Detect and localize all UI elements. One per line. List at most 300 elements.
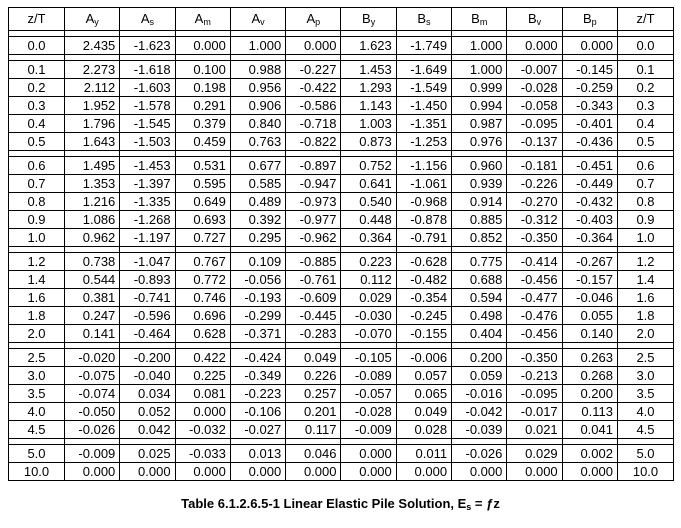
coefficient-cell: -0.017 bbox=[507, 403, 562, 421]
coefficient-cell: -0.070 bbox=[341, 325, 396, 343]
table-body bbox=[9, 31, 674, 481]
column-header-subscript: p bbox=[591, 17, 597, 27]
coefficient-cell: -0.089 bbox=[341, 367, 396, 385]
coefficient-cell: -0.193 bbox=[230, 289, 285, 307]
coefficient-cell: -0.364 bbox=[562, 229, 617, 247]
coefficient-cell: -0.245 bbox=[396, 307, 451, 325]
coefficient-cell: 0.649 bbox=[175, 193, 230, 211]
depth-ratio-cell: 0.4 bbox=[618, 115, 674, 133]
coefficient-cell: 0.994 bbox=[452, 97, 507, 115]
coefficient-cell: 0.141 bbox=[65, 325, 120, 343]
coefficient-cell: 0.364 bbox=[341, 229, 396, 247]
caption-subscript: s bbox=[466, 502, 472, 512]
depth-ratio-cell: 4.5 bbox=[9, 421, 65, 439]
depth-ratio-cell: 1.8 bbox=[9, 307, 65, 325]
coefficient-cell: -1.453 bbox=[120, 157, 175, 175]
table-row bbox=[9, 445, 674, 463]
coefficient-cell: -0.343 bbox=[562, 97, 617, 115]
coefficient-cell: -1.335 bbox=[120, 193, 175, 211]
coefficient-cell: 0.696 bbox=[175, 307, 230, 325]
coefficient-cell: -0.401 bbox=[562, 115, 617, 133]
depth-ratio-cell: 1.4 bbox=[9, 271, 65, 289]
coefficient-cell: 0.291 bbox=[175, 97, 230, 115]
table-row bbox=[9, 61, 674, 79]
table-row bbox=[9, 115, 674, 133]
coefficient-cell: -0.761 bbox=[286, 271, 341, 289]
coefficient-cell: -1.268 bbox=[120, 211, 175, 229]
coefficient-cell: 0.000 bbox=[230, 463, 285, 481]
coefficient-cell: 1.453 bbox=[341, 61, 396, 79]
coefficient-cell: 0.987 bbox=[452, 115, 507, 133]
depth-ratio-cell: 0.1 bbox=[9, 61, 65, 79]
coefficient-cell: -0.456 bbox=[507, 271, 562, 289]
coefficient-cell: 0.727 bbox=[175, 229, 230, 247]
coefficient-cell: 0.200 bbox=[452, 349, 507, 367]
coefficient-cell: 0.000 bbox=[562, 37, 617, 55]
coefficient-cell: 1.000 bbox=[230, 37, 285, 55]
table-row bbox=[9, 157, 674, 175]
coefficient-cell: -0.977 bbox=[286, 211, 341, 229]
coefficient-cell: 0.000 bbox=[341, 463, 396, 481]
coefficient-cell: -0.105 bbox=[341, 349, 396, 367]
depth-ratio-cell: 0.2 bbox=[9, 79, 65, 97]
depth-ratio-cell: 0.6 bbox=[9, 157, 65, 175]
column-header bbox=[507, 8, 562, 31]
coefficient-cell: 0.000 bbox=[175, 463, 230, 481]
column-header-subscript: y bbox=[94, 17, 99, 27]
depth-ratio-cell: 0.0 bbox=[9, 37, 65, 55]
coefficient-cell: 0.956 bbox=[230, 79, 285, 97]
column-header bbox=[618, 8, 674, 31]
coefficient-cell: -0.349 bbox=[230, 367, 285, 385]
coefficient-cell: -1.749 bbox=[396, 37, 451, 55]
coefficient-cell: -0.451 bbox=[562, 157, 617, 175]
column-header bbox=[65, 8, 120, 31]
table-row bbox=[9, 211, 674, 229]
coefficient-cell: -0.026 bbox=[65, 421, 120, 439]
coefficient-cell: 0.000 bbox=[65, 463, 120, 481]
coefficient-cell: -0.299 bbox=[230, 307, 285, 325]
coefficient-cell: -0.436 bbox=[562, 133, 617, 151]
coefficient-cell: 0.544 bbox=[65, 271, 120, 289]
coefficient-cell: 0.257 bbox=[286, 385, 341, 403]
table-row bbox=[9, 325, 674, 343]
column-header bbox=[452, 8, 507, 31]
coefficient-cell: -0.030 bbox=[341, 307, 396, 325]
column-header bbox=[286, 8, 341, 31]
coefficient-cell: -0.822 bbox=[286, 133, 341, 151]
coefficient-cell: 0.976 bbox=[452, 133, 507, 151]
depth-ratio-cell: 3.0 bbox=[9, 367, 65, 385]
coefficient-cell: 0.052 bbox=[120, 403, 175, 421]
coefficient-cell: -0.039 bbox=[452, 421, 507, 439]
coefficient-cell: -1.618 bbox=[120, 61, 175, 79]
coefficient-cell: -0.074 bbox=[65, 385, 120, 403]
coefficient-cell: -0.056 bbox=[230, 271, 285, 289]
coefficient-cell: -0.226 bbox=[507, 175, 562, 193]
coefficient-cell: -0.897 bbox=[286, 157, 341, 175]
coefficient-cell: 0.029 bbox=[507, 445, 562, 463]
coefficient-cell: 0.962 bbox=[65, 229, 120, 247]
coefficient-cell: 0.000 bbox=[341, 445, 396, 463]
coefficient-cell: -0.033 bbox=[175, 445, 230, 463]
coefficient-cell: 0.268 bbox=[562, 367, 617, 385]
column-header-label: B bbox=[362, 11, 371, 26]
depth-ratio-cell: 5.0 bbox=[618, 445, 674, 463]
coefficient-cell: 1.293 bbox=[341, 79, 396, 97]
coefficient-cell: 0.840 bbox=[230, 115, 285, 133]
coefficient-cell: -0.032 bbox=[175, 421, 230, 439]
table-row bbox=[9, 289, 674, 307]
coefficient-cell: 0.225 bbox=[175, 367, 230, 385]
depth-ratio-cell: 1.6 bbox=[9, 289, 65, 307]
coefficient-cell: 0.999 bbox=[452, 79, 507, 97]
coefficient-cell: 1.216 bbox=[65, 193, 120, 211]
coefficient-cell: 0.113 bbox=[562, 403, 617, 421]
column-header-label: A bbox=[251, 11, 261, 26]
coefficient-cell: -0.449 bbox=[562, 175, 617, 193]
depth-ratio-cell: 1.4 bbox=[618, 271, 674, 289]
table-row bbox=[9, 367, 674, 385]
coefficient-cell: 0.042 bbox=[120, 421, 175, 439]
coefficient-cell: -1.623 bbox=[120, 37, 175, 55]
coefficient-cell: -0.155 bbox=[396, 325, 451, 343]
coefficient-cell: 0.404 bbox=[452, 325, 507, 343]
pile-solution-table-container bbox=[8, 7, 674, 481]
coefficient-cell: 0.046 bbox=[286, 445, 341, 463]
column-header-subscript: s bbox=[149, 17, 155, 27]
coefficient-cell: -1.578 bbox=[120, 97, 175, 115]
coefficient-cell: 0.000 bbox=[286, 463, 341, 481]
column-header-label: A bbox=[85, 11, 95, 26]
coefficient-cell: -0.477 bbox=[507, 289, 562, 307]
depth-ratio-cell: 1.0 bbox=[9, 229, 65, 247]
coefficient-cell: 1.796 bbox=[65, 115, 120, 133]
coefficient-cell: 0.939 bbox=[452, 175, 507, 193]
coefficient-cell: -0.050 bbox=[65, 403, 120, 421]
coefficient-cell: 1.353 bbox=[65, 175, 120, 193]
coefficient-cell: 0.049 bbox=[286, 349, 341, 367]
column-header-label: B bbox=[417, 11, 427, 26]
column-header bbox=[562, 8, 617, 31]
column-header bbox=[230, 8, 285, 31]
coefficient-cell: -0.973 bbox=[286, 193, 341, 211]
coefficient-cell: 0.201 bbox=[286, 403, 341, 421]
pile-solution-table bbox=[8, 7, 674, 481]
coefficient-cell: 0.906 bbox=[230, 97, 285, 115]
coefficient-cell: -0.137 bbox=[507, 133, 562, 151]
coefficient-cell: 0.693 bbox=[175, 211, 230, 229]
coefficient-cell: -1.450 bbox=[396, 97, 451, 115]
coefficient-cell: -1.253 bbox=[396, 133, 451, 151]
coefficient-cell: 0.100 bbox=[175, 61, 230, 79]
coefficient-cell: -0.628 bbox=[396, 253, 451, 271]
coefficient-cell: -1.061 bbox=[396, 175, 451, 193]
coefficient-cell: -0.223 bbox=[230, 385, 285, 403]
coefficient-cell: 0.381 bbox=[65, 289, 120, 307]
column-header bbox=[396, 8, 451, 31]
coefficient-cell: -0.424 bbox=[230, 349, 285, 367]
depth-ratio-cell: 1.2 bbox=[9, 253, 65, 271]
coefficient-cell: -0.200 bbox=[120, 349, 175, 367]
coefficient-cell: -0.009 bbox=[65, 445, 120, 463]
coefficient-cell: 1.000 bbox=[452, 61, 507, 79]
coefficient-cell: 0.057 bbox=[396, 367, 451, 385]
coefficient-cell: -0.609 bbox=[286, 289, 341, 307]
table-row bbox=[9, 175, 674, 193]
depth-ratio-cell: 5.0 bbox=[9, 445, 65, 463]
coefficient-cell: 0.448 bbox=[341, 211, 396, 229]
coefficient-cell: 1.003 bbox=[341, 115, 396, 133]
table-row bbox=[9, 253, 674, 271]
coefficient-cell: 0.263 bbox=[562, 349, 617, 367]
coefficient-cell: 0.960 bbox=[452, 157, 507, 175]
coefficient-cell: -0.007 bbox=[507, 61, 562, 79]
coefficient-cell: 2.273 bbox=[65, 61, 120, 79]
depth-ratio-cell: 0.1 bbox=[618, 61, 674, 79]
coefficient-cell: -0.482 bbox=[396, 271, 451, 289]
coefficient-cell: 0.226 bbox=[286, 367, 341, 385]
depth-ratio-cell: 3.0 bbox=[618, 367, 674, 385]
coefficient-cell: 0.000 bbox=[507, 463, 562, 481]
depth-ratio-cell: 0.3 bbox=[618, 97, 674, 115]
depth-ratio-cell: 2.5 bbox=[618, 349, 674, 367]
coefficient-cell: -0.157 bbox=[562, 271, 617, 289]
coefficient-cell: -0.042 bbox=[452, 403, 507, 421]
column-header-label: A bbox=[194, 11, 204, 26]
column-header-subscript: s bbox=[426, 17, 431, 27]
coefficient-cell: 2.435 bbox=[65, 37, 120, 55]
coefficient-cell: -0.414 bbox=[507, 253, 562, 271]
coefficient-cell: 0.025 bbox=[120, 445, 175, 463]
coefficient-cell: -1.503 bbox=[120, 133, 175, 151]
coefficient-cell: -1.649 bbox=[396, 61, 451, 79]
column-header-subscript: m bbox=[203, 17, 211, 27]
depth-ratio-cell: 0.8 bbox=[9, 193, 65, 211]
coefficient-cell: -0.456 bbox=[507, 325, 562, 343]
coefficient-cell: 1.000 bbox=[452, 37, 507, 55]
table-row bbox=[9, 421, 674, 439]
depth-ratio-cell: 0.0 bbox=[618, 37, 674, 55]
column-header-label: A bbox=[140, 11, 150, 26]
coefficient-cell: 0.109 bbox=[230, 253, 285, 271]
coefficient-cell: 0.677 bbox=[230, 157, 285, 175]
coefficient-cell: -1.047 bbox=[120, 253, 175, 271]
coefficient-cell: -0.350 bbox=[507, 349, 562, 367]
depth-ratio-cell: 2.0 bbox=[618, 325, 674, 343]
coefficient-cell: -0.586 bbox=[286, 97, 341, 115]
column-header-label: B bbox=[471, 11, 480, 26]
coefficient-cell: -0.181 bbox=[507, 157, 562, 175]
coefficient-cell: -0.350 bbox=[507, 229, 562, 247]
coefficient-cell: -0.476 bbox=[507, 307, 562, 325]
coefficient-cell: 0.885 bbox=[452, 211, 507, 229]
table-row bbox=[9, 193, 674, 211]
coefficient-cell: 1.643 bbox=[65, 133, 120, 151]
coefficient-cell: 0.000 bbox=[120, 463, 175, 481]
coefficient-cell: 0.028 bbox=[396, 421, 451, 439]
coefficient-cell: 0.013 bbox=[230, 445, 285, 463]
coefficient-cell: -0.893 bbox=[120, 271, 175, 289]
column-header bbox=[175, 8, 230, 31]
coefficient-cell: -0.095 bbox=[507, 385, 562, 403]
coefficient-cell: 0.034 bbox=[120, 385, 175, 403]
coefficient-cell: -1.156 bbox=[396, 157, 451, 175]
coefficient-cell: -1.549 bbox=[396, 79, 451, 97]
column-header-label: B bbox=[527, 11, 537, 26]
coefficient-cell: -0.028 bbox=[341, 403, 396, 421]
coefficient-cell: -0.962 bbox=[286, 229, 341, 247]
coefficient-cell: 0.914 bbox=[452, 193, 507, 211]
coefficient-cell: 1.952 bbox=[65, 97, 120, 115]
coefficient-cell: 0.772 bbox=[175, 271, 230, 289]
coefficient-cell: -0.741 bbox=[120, 289, 175, 307]
column-header-label: z/T bbox=[27, 11, 46, 26]
coefficient-cell: 0.002 bbox=[562, 445, 617, 463]
column-header bbox=[341, 8, 396, 31]
coefficient-cell: 0.223 bbox=[341, 253, 396, 271]
coefficient-cell: 0.198 bbox=[175, 79, 230, 97]
depth-ratio-cell: 1.8 bbox=[618, 307, 674, 325]
coefficient-cell: 0.049 bbox=[396, 403, 451, 421]
depth-ratio-cell: 0.5 bbox=[618, 133, 674, 151]
coefficient-cell: 0.498 bbox=[452, 307, 507, 325]
table-caption bbox=[0, 496, 681, 511]
coefficient-cell: -0.040 bbox=[120, 367, 175, 385]
coefficient-cell: 0.489 bbox=[230, 193, 285, 211]
coefficient-cell: 0.422 bbox=[175, 349, 230, 367]
column-header-label: B bbox=[582, 11, 592, 26]
coefficient-cell: 0.000 bbox=[286, 37, 341, 55]
coefficient-cell: -0.058 bbox=[507, 97, 562, 115]
coefficient-cell: 0.392 bbox=[230, 211, 285, 229]
table-row bbox=[9, 79, 674, 97]
coefficient-cell: -0.312 bbox=[507, 211, 562, 229]
column-header-subscript: y bbox=[370, 17, 376, 27]
coefficient-cell: 0.763 bbox=[230, 133, 285, 151]
column-header-subscript: v bbox=[536, 17, 542, 27]
coefficient-cell: -0.791 bbox=[396, 229, 451, 247]
coefficient-cell: -0.026 bbox=[452, 445, 507, 463]
coefficient-cell: -0.006 bbox=[396, 349, 451, 367]
coefficient-cell: -0.596 bbox=[120, 307, 175, 325]
depth-ratio-cell: 4.5 bbox=[618, 421, 674, 439]
column-header-subscript: p bbox=[315, 17, 321, 27]
coefficient-cell: 0.112 bbox=[341, 271, 396, 289]
coefficient-cell: -0.106 bbox=[230, 403, 285, 421]
table-row bbox=[9, 133, 674, 151]
coefficient-cell: 1.143 bbox=[341, 97, 396, 115]
table-row bbox=[9, 271, 674, 289]
depth-ratio-cell: 4.0 bbox=[9, 403, 65, 421]
coefficient-cell: 0.531 bbox=[175, 157, 230, 175]
coefficient-cell: -0.027 bbox=[230, 421, 285, 439]
coefficient-cell: -0.095 bbox=[507, 115, 562, 133]
depth-ratio-cell: 0.5 bbox=[9, 133, 65, 151]
table-row bbox=[9, 229, 674, 247]
depth-ratio-cell: 3.5 bbox=[9, 385, 65, 403]
coefficient-cell: 2.112 bbox=[65, 79, 120, 97]
depth-ratio-cell: 0.4 bbox=[9, 115, 65, 133]
coefficient-cell: 0.000 bbox=[507, 37, 562, 55]
coefficient-cell: -0.267 bbox=[562, 253, 617, 271]
coefficient-cell: -0.445 bbox=[286, 307, 341, 325]
coefficient-cell: -0.020 bbox=[65, 349, 120, 367]
coefficient-cell: 0.295 bbox=[230, 229, 285, 247]
coefficient-cell: -1.197 bbox=[120, 229, 175, 247]
coefficient-cell: -0.283 bbox=[286, 325, 341, 343]
depth-ratio-cell: 1.2 bbox=[618, 253, 674, 271]
coefficient-cell: -0.227 bbox=[286, 61, 341, 79]
column-header-subscript: m bbox=[479, 17, 488, 27]
depth-ratio-cell: 0.8 bbox=[618, 193, 674, 211]
coefficient-cell: 0.628 bbox=[175, 325, 230, 343]
coefficient-cell: -1.545 bbox=[120, 115, 175, 133]
table-row bbox=[9, 37, 674, 55]
coefficient-cell: -0.057 bbox=[341, 385, 396, 403]
coefficient-cell: 0.767 bbox=[175, 253, 230, 271]
depth-ratio-cell: 2.5 bbox=[9, 349, 65, 367]
coefficient-cell: -0.028 bbox=[507, 79, 562, 97]
coefficient-cell: -0.885 bbox=[286, 253, 341, 271]
coefficient-cell: -0.878 bbox=[396, 211, 451, 229]
column-header-subscript: v bbox=[260, 17, 265, 27]
table-row bbox=[9, 463, 674, 481]
coefficient-cell: 0.059 bbox=[452, 367, 507, 385]
coefficient-cell: 0.000 bbox=[396, 463, 451, 481]
coefficient-cell: -0.213 bbox=[507, 367, 562, 385]
coefficient-cell: 0.029 bbox=[341, 289, 396, 307]
coefficient-cell: 0.021 bbox=[507, 421, 562, 439]
coefficient-cell: 0.379 bbox=[175, 115, 230, 133]
coefficient-cell: -0.403 bbox=[562, 211, 617, 229]
column-header bbox=[9, 8, 65, 31]
column-header-label: z/T bbox=[636, 11, 655, 26]
coefficient-cell: 0.641 bbox=[341, 175, 396, 193]
coefficient-cell: 0.752 bbox=[341, 157, 396, 175]
coefficient-cell: 0.000 bbox=[175, 403, 230, 421]
coefficient-cell: 0.459 bbox=[175, 133, 230, 151]
column-header-label: A bbox=[306, 11, 316, 26]
caption-suffix: = ƒz bbox=[471, 496, 500, 511]
coefficient-cell: 0.594 bbox=[452, 289, 507, 307]
coefficient-cell: 0.081 bbox=[175, 385, 230, 403]
coefficient-cell: -0.354 bbox=[396, 289, 451, 307]
depth-ratio-cell: 0.7 bbox=[618, 175, 674, 193]
table-header-row bbox=[9, 8, 674, 31]
coefficient-cell: 0.247 bbox=[65, 307, 120, 325]
coefficient-cell: 0.852 bbox=[452, 229, 507, 247]
coefficient-cell: 1.495 bbox=[65, 157, 120, 175]
coefficient-cell: 0.200 bbox=[562, 385, 617, 403]
coefficient-cell: 0.011 bbox=[396, 445, 451, 463]
table-row bbox=[9, 97, 674, 115]
depth-ratio-cell: 0.2 bbox=[618, 79, 674, 97]
coefficient-cell: -0.016 bbox=[452, 385, 507, 403]
coefficient-cell: -0.422 bbox=[286, 79, 341, 97]
coefficient-cell: -0.009 bbox=[341, 421, 396, 439]
coefficient-cell: 0.873 bbox=[341, 133, 396, 151]
coefficient-cell: 0.055 bbox=[562, 307, 617, 325]
coefficient-cell: -0.145 bbox=[562, 61, 617, 79]
coefficient-cell: -0.432 bbox=[562, 193, 617, 211]
depth-ratio-cell: 3.5 bbox=[618, 385, 674, 403]
depth-ratio-cell: 4.0 bbox=[618, 403, 674, 421]
coefficient-cell: 0.140 bbox=[562, 325, 617, 343]
depth-ratio-cell: 0.3 bbox=[9, 97, 65, 115]
table-row bbox=[9, 385, 674, 403]
coefficient-cell: 0.000 bbox=[562, 463, 617, 481]
